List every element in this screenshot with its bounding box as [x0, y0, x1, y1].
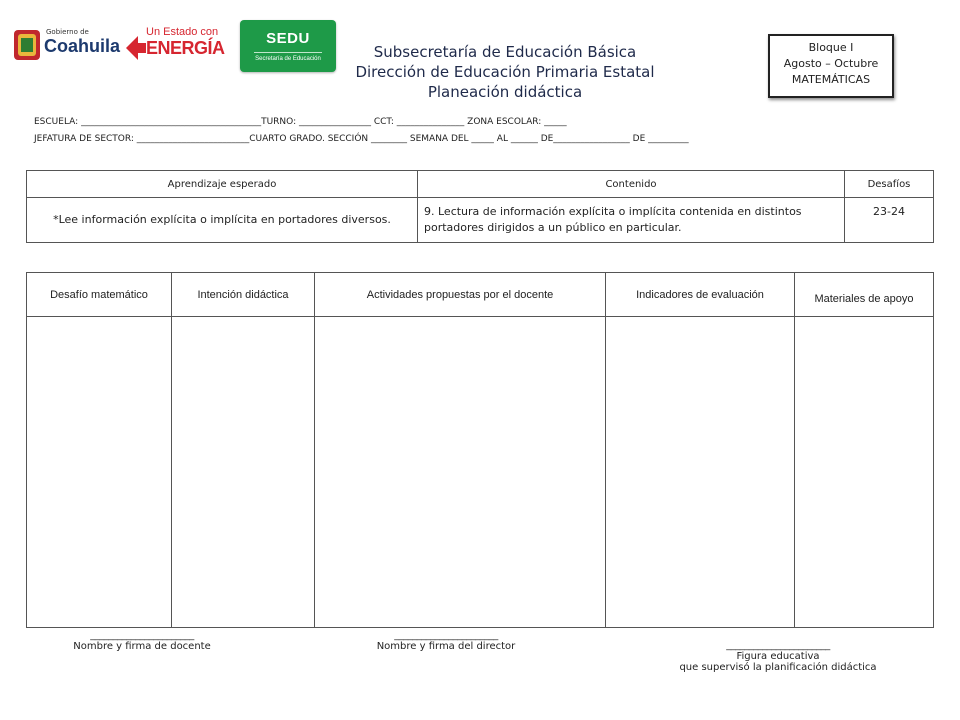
energia-main-text: ENERGÍA	[146, 38, 225, 58]
table-header-row	[27, 273, 934, 317]
planeacion-table	[26, 272, 934, 628]
cell-aprendizaje: *Lee información explícita o implícita en portadores diversos.	[27, 198, 418, 243]
table-row	[27, 317, 934, 628]
signature-line: _______________________	[90, 630, 194, 641]
header-contenido: Contenido	[418, 171, 845, 198]
table-row	[27, 198, 934, 243]
bloque-line-3: MATEMÁTICAS	[791, 73, 871, 86]
bloque-line-2: Agosto – Octubre	[783, 57, 879, 70]
energia-top-text: Un Estado con	[146, 26, 219, 38]
sedu-subtitle: Secretaría de Educación	[255, 56, 321, 62]
signature-line: _______________________	[394, 630, 498, 641]
title-line-1: Subsecretaría de Educación Básica	[373, 43, 637, 61]
bloque-line-1: Bloque I	[808, 41, 854, 54]
cell-actividades[interactable]	[315, 317, 606, 628]
header-aprendizaje: Aprendizaje esperado	[27, 171, 418, 198]
signature-label-director: Nombre y firma del director	[376, 641, 516, 652]
signature-label-figura-1: Figura educativa	[736, 651, 820, 662]
title-line-3: Planeación didáctica	[427, 83, 583, 101]
coahuila-top-text: Gobierno de	[46, 28, 89, 36]
sedu-divider	[254, 52, 322, 53]
aprendizaje-table	[26, 170, 934, 243]
table-header-row	[27, 171, 934, 198]
page-title	[320, 42, 690, 102]
header-desafios: Desafíos	[845, 171, 934, 198]
cell-desafios: 23-24	[845, 198, 934, 243]
header-materiales: Materiales de apoyo	[795, 273, 934, 317]
coahuila-main-text: Coahuila	[44, 36, 121, 56]
energia-logo	[124, 24, 228, 66]
cell-materiales[interactable]	[795, 317, 934, 628]
sedu-title: SEDU	[266, 30, 310, 47]
cell-contenido: 9. Lectura de información explícita o implícita contenida en distintos portadores dirigidos a un público en particular.	[418, 198, 845, 243]
cell-intencion-didactica[interactable]	[172, 317, 315, 628]
header-desafio-matematico: Desafío matemático	[27, 273, 172, 317]
signature-label-figura-2: que supervisó la planificación didáctica	[679, 662, 877, 673]
header-actividades: Actividades propuestas por el docente	[315, 273, 606, 317]
signature-docente	[52, 630, 232, 652]
cell-indicadores[interactable]	[606, 317, 795, 628]
cell-desafio-matematico[interactable]	[27, 317, 172, 628]
signature-figura	[650, 640, 906, 673]
header-intencion-didactica: Intención didáctica	[172, 273, 315, 317]
header-indicadores: Indicadores de evaluación	[606, 273, 795, 317]
signature-label-docente: Nombre y firma de docente	[73, 641, 211, 652]
title-line-2: Dirección de Educación Primaria Estatal	[355, 63, 655, 81]
energia-arrow-icon	[124, 34, 148, 64]
coahuila-logo	[12, 26, 120, 66]
bloque-box	[768, 34, 894, 98]
jefatura-info-line: JEFATURA DE SECTOR: _________________________CUARTO GRADO. SECCIÓN ________ SEMANA DEL _____ AL ______ DE_________________ DE _________	[34, 134, 689, 144]
signature-director	[356, 630, 536, 652]
escuela-info-line: ESCUELA: ________________________________________TURNO: ________________ CCT: _______________ ZONA ESCOLAR: _____	[34, 117, 567, 127]
signature-line: _______________________	[726, 640, 830, 651]
